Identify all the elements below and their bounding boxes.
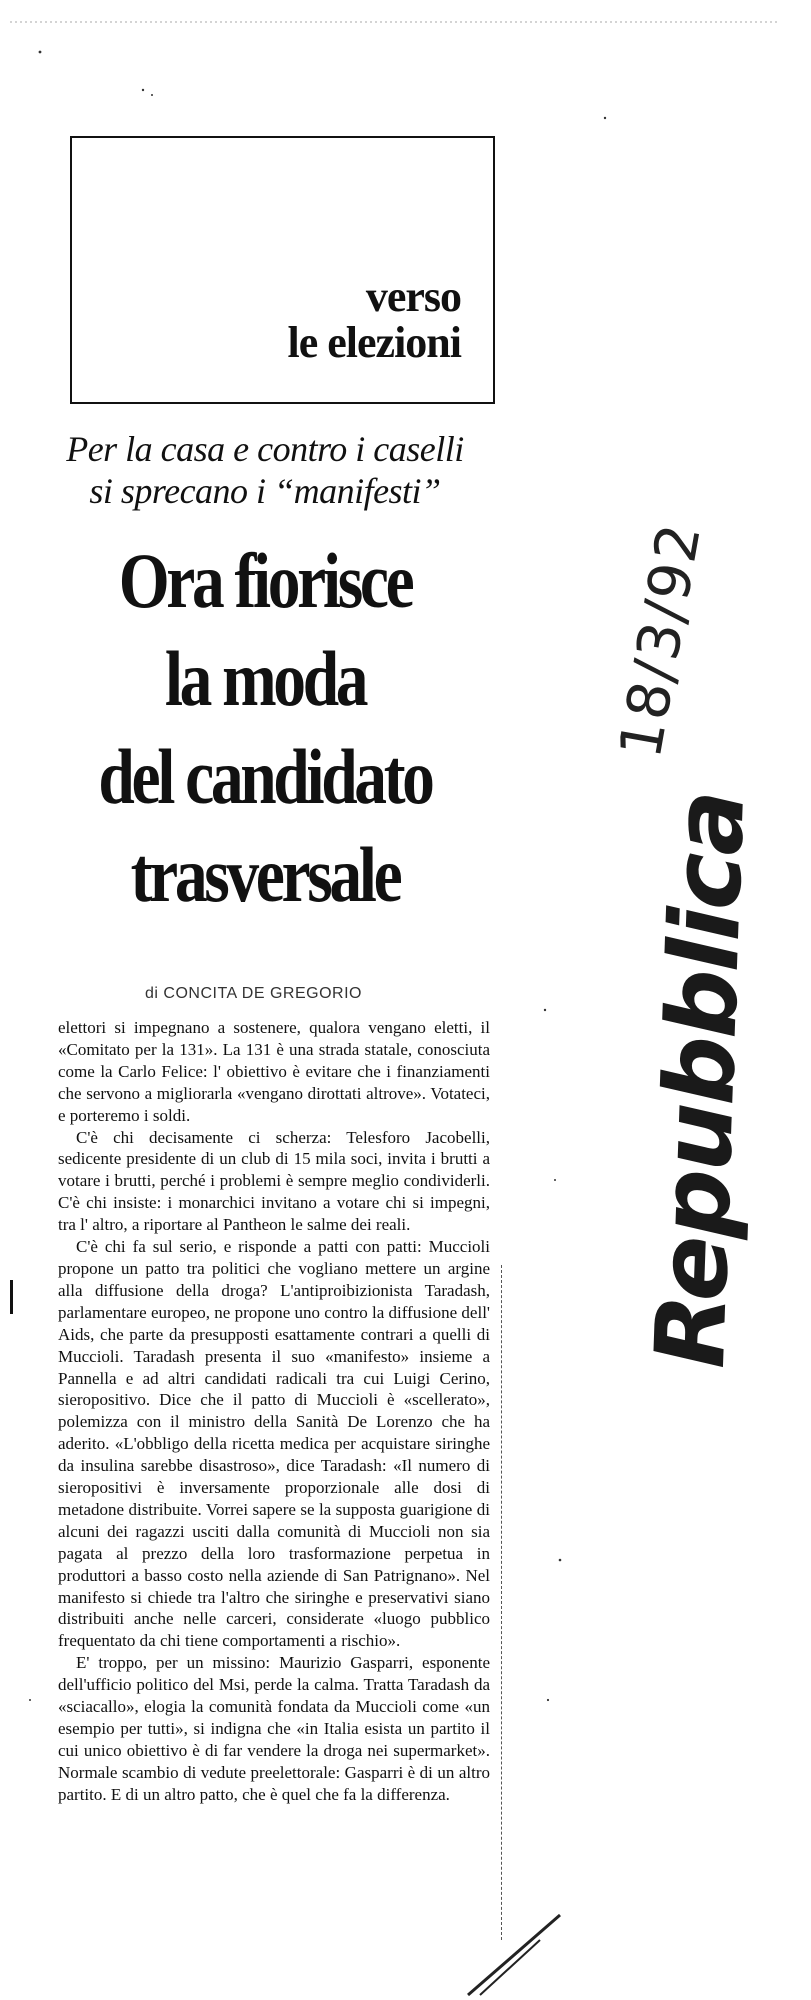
- body-paragraph: C'è chi fa sul serio, e risponde a patti con patti: Muccioli propone un patto tra politici che vogliano mettere un argine alla diffusione della droga? L'antiproibizionista Taradash, parlamentare europeo, ne propone uno contro la diffusione dell' Aids, che parte da presupposti esattamente contrari a quelli di Muccioli. Taradash presenta il suo «manifesto» insieme a Pannella e ad altri candidati radicali tra cui Luigi Cerino, sieropositivo. Dice che il patto di Muccioli è «scellerato», polemizza con il ministro della Sanità De Lorenzo che ha aderito. «L'obbligo della ricetta medica per acquistare siringhe da insulina sarebbe disastroso», dice Taradash: «Il numero di sieropositivi è inversamente proporzionale alle dosi di metadone distribuite. Vorrei sapere se la supposta guarigione di alcuni dei ragazzi usciti dalla comunità di Muccioli non sia pagata al prezzo della loro trasformazione perpetua in produttori a basso costo nella aziende di San Patrignano». Nel manifesto si chiede tra l'altro che siringhe e preservativi siano distribuiti anche nelle carceri, considerate «luogo pubblico frequentato da chi tiene comportamenti a rischio».: [58, 1237, 490, 1651]
- headline-line: Ora fiorisce: [118, 537, 412, 624]
- byline: di CONCITA DE GREGORIO: [145, 985, 362, 1002]
- kicker-line: Per la casa e contro i caselli: [66, 429, 464, 469]
- body-paragraph: C'è chi decisamente ci scherza: Telesforo Jacobelli, sedicente presidente di un club di 15 mila soci, invita i brutti a votare i brutti, perché i problemi è sempre meglio condividerli. C'è chi insiste: i monarchici invitano a votare chi si impegni, tra l' altro, a riportare al Pantheon le salme dei reali.: [58, 1127, 490, 1235]
- rubric-line: verso: [365, 272, 461, 321]
- body-paragraph: elettori si impegnano a sostenere, qualora vengano eletti, il «Comitato per la 131». La 131 è una strada statale, conosciuta come la Carlo Felice: l' obiettivo è evitare che i finanziamenti che servono a migliorarla «vengano dirottati altrove». Votateci, e porteremo i soldi.: [58, 1018, 490, 1125]
- headline-line: la moda: [164, 635, 366, 722]
- handwritten-source: Repubblica: [633, 790, 767, 1370]
- handwritten-date: 18/3/92: [605, 517, 715, 763]
- body-paragraph: E' troppo, per un missino: Maurizio Gasparri, esponente dell'ufficio politico del Msi, perde la calma. Tratta Taradash da «sciacallo», elogia la comunità fondata da Muccioli come «un esempio per tutti», si indigna che «in Italia esista un partito il cui unico obiettivo è di far vendere la droga nei supermarket». Normale scambio di vedute preelettorale: Gasparri è di un altro partito. E di un altro patto, che è quel che fa la differenza.: [58, 1653, 490, 1804]
- rubric-line: le elezioni: [287, 318, 461, 367]
- headline-line: del candidato: [98, 733, 432, 820]
- kicker-line: si sprecano i “manifesti”: [89, 471, 441, 511]
- headline-line: trasversale: [130, 831, 400, 918]
